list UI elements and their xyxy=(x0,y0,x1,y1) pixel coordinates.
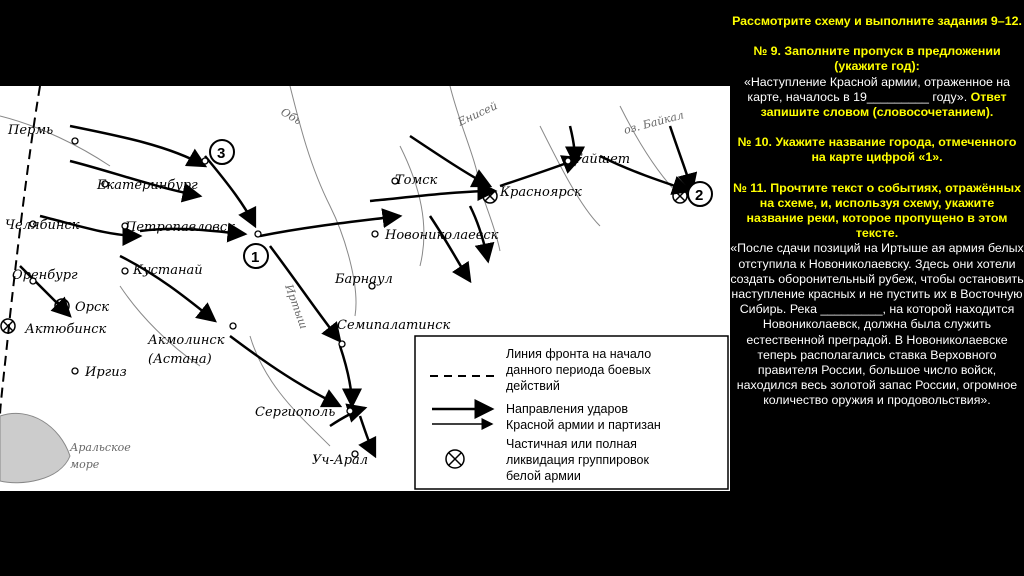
legend-liquid-1: Частичная или полная xyxy=(506,437,637,451)
marker-1-label: 1 xyxy=(251,249,260,266)
q11-title: № 11. Прочтите текст о событиях, отражённых на схеме, и, используя схему, укажите название реки, которое пропущено в этом тексте. xyxy=(733,180,1021,241)
city-taishet: Тайшет xyxy=(573,152,631,167)
legend-liquid-2: ликвидация группировок xyxy=(506,453,649,467)
city-semipalatinsk: Семипалатинск xyxy=(337,318,451,333)
city-sergiopol: Сергиополь xyxy=(255,405,336,420)
map-svg xyxy=(0,86,730,491)
marker-2 xyxy=(688,182,712,206)
city-aktyubinsk: Актюбинск xyxy=(25,322,107,337)
aral-label-1: Аральское xyxy=(70,441,131,454)
city-krasnoyarsk: Красноярск xyxy=(500,185,582,200)
q9-title: № 9. Заполните пропуск в предложении (укажите год): xyxy=(753,44,1001,74)
legend-front-3: действий xyxy=(506,379,560,393)
aral-label-2: море xyxy=(70,458,100,471)
city-tomsk: Томск xyxy=(395,173,438,188)
city-perm: Пермь xyxy=(8,123,54,138)
marker-2-label: 2 xyxy=(695,187,704,204)
city-orenburg: Оренбург xyxy=(12,268,78,283)
q9-text: «Наступление Красной армии, отраженное на карте, началось в 19_________ году». xyxy=(743,74,1011,104)
legend-front-2: данного периода боевых xyxy=(506,363,651,377)
city-petropavlovsk: Петропавловск xyxy=(125,220,235,235)
q9-note: Ответ запишите словом (словосочетанием). xyxy=(760,89,1007,120)
river-ob: Обь xyxy=(278,105,304,128)
q10-text: № 10. Укажите название города, отмеченного на карте цифрой «1». xyxy=(737,135,1017,165)
river-enisey: Енисей xyxy=(455,99,500,129)
lake-baikal: оз. Байкал xyxy=(622,108,686,137)
city-irgiz: Иргиз xyxy=(85,365,127,380)
city-kustanay: Кустанай xyxy=(133,263,203,278)
city-astana: (Астана) xyxy=(148,352,212,367)
q11-text: «После сдачи позиций на Иртыше ая армия белых отступила к Новониколаевску. Здесь они хотели создать оборонительный рубеж, чтобы остановить наступление красных и не пустить их в Восточную Сибирь. Река _________, на которой находится Новониколаевск, должна была служить естественной преградой. В Новониколаевске теперь располагались ставка Верховного правителя России, большое число войск, находился весь золотой запас России, огромное количество оружия и продовольствия». xyxy=(730,241,1024,408)
city-novonikolaevsk: Новониколаевск xyxy=(385,228,499,243)
intro-text: Рассмотрите схему и выполните задания 9–12. xyxy=(732,14,1022,28)
marker-3 xyxy=(210,140,234,164)
legend-liquid-3: белой армии xyxy=(506,469,581,483)
task-panel xyxy=(730,14,1024,409)
city-ekaterinburg: Екатеринбург xyxy=(97,178,198,193)
legend-front-1: Линия фронта на начало xyxy=(506,347,652,361)
city-chelyabinsk: Челябинск xyxy=(5,218,80,233)
city-barnaul: Барнаул xyxy=(335,272,393,287)
city-akmolinsk: Акмолинск xyxy=(148,333,225,348)
marker-3-label: 3 xyxy=(217,145,226,162)
aral-sea-shape xyxy=(0,413,70,482)
marker-1 xyxy=(244,244,268,268)
legend-attacks-2: Красной армии и партизан xyxy=(506,418,661,432)
historical-map xyxy=(0,86,730,491)
city-orsk: Орск xyxy=(75,300,110,315)
legend-attacks-1: Направления ударов xyxy=(506,402,629,416)
river-irtysh: Иртыш xyxy=(282,282,311,331)
map-legend xyxy=(415,336,728,489)
city-uch-aral: Уч-Арал xyxy=(312,453,369,468)
